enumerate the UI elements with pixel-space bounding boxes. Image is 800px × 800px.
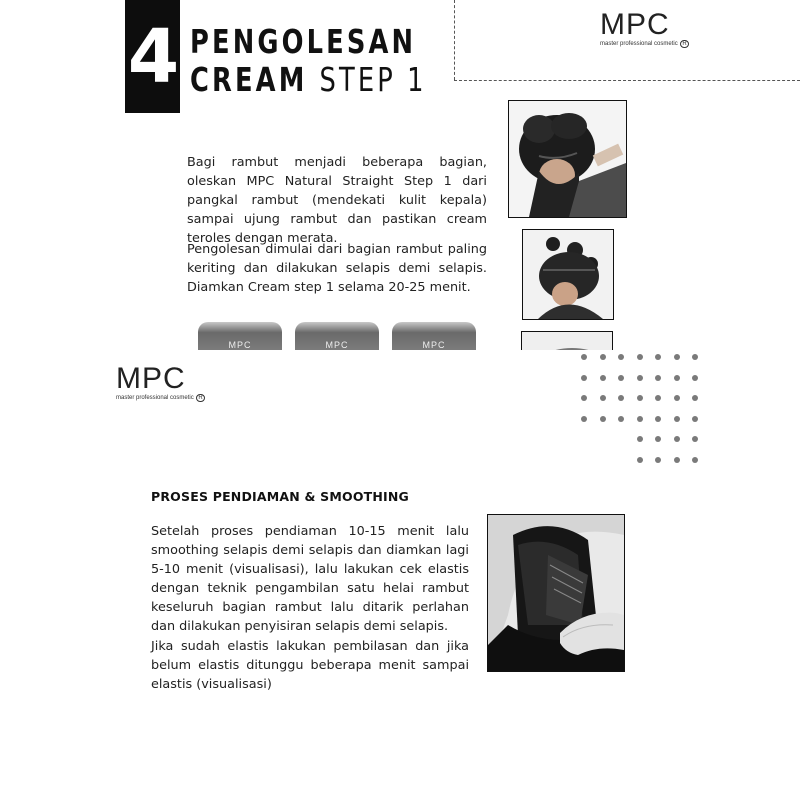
pattern-dot <box>655 416 661 422</box>
smoothing-paragraph-2: Jika sudah elastis lakukan pembilasan dan jika belum elastis ditunggu beberapa menit sampai elastis (visualisasi) <box>151 639 469 692</box>
pattern-dot <box>674 416 680 422</box>
cream-jar-2 <box>295 322 379 350</box>
pattern-dot <box>674 354 680 360</box>
pattern-dot <box>692 395 698 401</box>
logo-tagline <box>600 41 689 47</box>
pattern-dot <box>655 436 661 442</box>
logo-brand: MPC <box>600 8 670 41</box>
pattern-dot <box>637 354 643 360</box>
hair-photo-2 <box>522 229 614 320</box>
pattern-dot <box>600 375 606 381</box>
pattern-dot <box>655 354 661 360</box>
section-heading: PROSES PENDIAMAN & SMOOTHING <box>151 489 410 504</box>
smoothing-panel <box>0 350 800 800</box>
pattern-dot <box>655 375 661 381</box>
cream-jar-3 <box>392 322 476 350</box>
cream-jar-1 <box>198 322 282 350</box>
pattern-dot <box>618 395 624 401</box>
pattern-dot <box>637 416 643 422</box>
hair-photo-4 <box>487 514 625 672</box>
pattern-dot <box>692 354 698 360</box>
pattern-dot <box>581 395 587 401</box>
step-title-cream: CREAM <box>190 60 308 99</box>
pattern-dot <box>618 416 624 422</box>
instruction-paragraph-2: Pengolesan dimulai dari bagian rambut paling keriting dan dilakukan selapis demi selapis. Diamkan Cream step 1 selama 20-25 menit. <box>187 242 487 295</box>
hair-photo-1 <box>508 100 627 218</box>
jar-label: MPC <box>228 340 252 350</box>
pattern-dot <box>692 375 698 381</box>
dashed-guide-vertical <box>454 0 455 80</box>
logo-brand: MPC <box>116 362 186 395</box>
step-4-panel <box>0 0 800 350</box>
pattern-dot <box>600 416 606 422</box>
step-number-badge: 4 <box>125 0 180 113</box>
dashed-guide-horizontal <box>454 80 800 81</box>
pattern-dot <box>674 436 680 442</box>
pattern-dot <box>692 457 698 463</box>
pattern-dot <box>674 457 680 463</box>
pattern-dot <box>581 354 587 360</box>
smoothing-paragraph-1: Setelah proses pendiaman 10-15 menit lalu smoothing selapis demi selapis dan diamkan lagi 5-10 menit (visualisasi), lalu lakukan cek elastis dengan teknik pengambilan satu helai rambut keseluruh bagian rambut lalu ditarik perlahan dan dilakukan penyisiran selapis demi selapis. <box>151 524 469 634</box>
pattern-dot <box>581 416 587 422</box>
pattern-dot <box>637 395 643 401</box>
step-title-step: STEP 1 <box>319 60 427 99</box>
pattern-dot <box>674 395 680 401</box>
pattern-dot <box>637 436 643 442</box>
dot-pattern <box>0 350 800 480</box>
pattern-dot <box>581 375 587 381</box>
pattern-dot <box>655 457 661 463</box>
pattern-dot <box>674 375 680 381</box>
jar-label: MPC <box>325 340 349 350</box>
pattern-dot <box>637 457 643 463</box>
step-title-line1: PENGOLESAN <box>190 22 417 61</box>
pattern-dot <box>600 395 606 401</box>
logo-tagline-text: master professional cosmetic <box>600 41 678 47</box>
mpc-logo-top <box>600 10 689 47</box>
pattern-dot <box>692 416 698 422</box>
registered-mark: R <box>198 395 203 401</box>
pattern-dot <box>600 354 606 360</box>
pattern-dot <box>692 436 698 442</box>
jar-label: MPC <box>422 340 446 350</box>
instruction-paragraph-1: Bagi rambut menjadi beberapa bagian, oleskan MPC Natural Straight Step 1 dari pangkal rambut (mendekati kulit kepala) sampai ujung rambut dan pastikan cream teroles dengan merata. <box>187 155 487 246</box>
registered-mark: R <box>682 41 687 47</box>
step-title-line2 <box>190 60 427 99</box>
hair-photo-3 <box>521 331 613 350</box>
logo-tagline-text: master professional cosmetic <box>116 395 194 401</box>
pattern-dot <box>618 354 624 360</box>
pattern-dot <box>637 375 643 381</box>
pattern-dot <box>618 375 624 381</box>
pattern-dot <box>655 395 661 401</box>
